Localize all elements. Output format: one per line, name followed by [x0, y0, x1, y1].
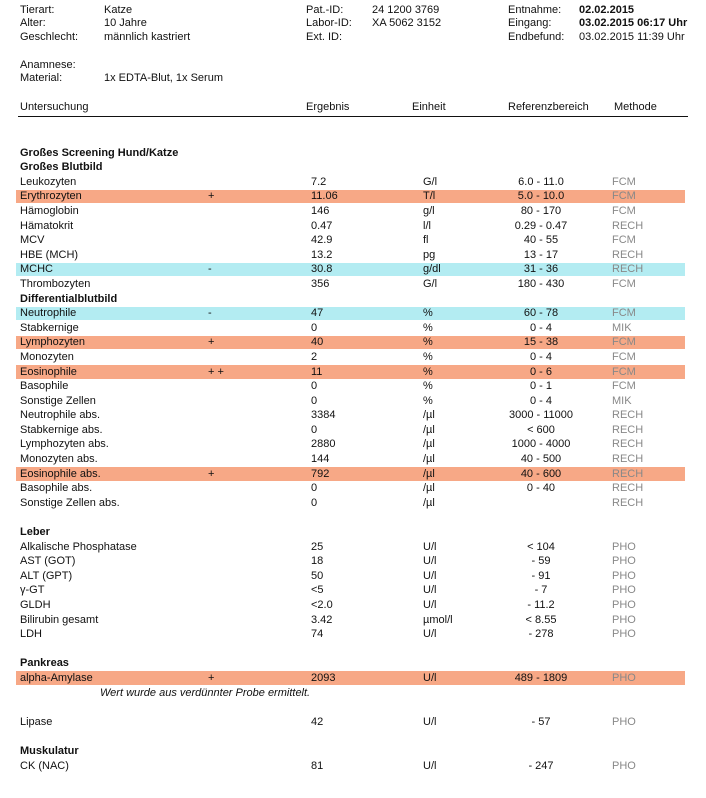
result-unit: /µl — [423, 496, 435, 509]
result-value: 0.47 — [311, 219, 333, 232]
reference-range: 0 - 4 — [529, 394, 552, 407]
result-row — [0, 189, 706, 204]
method-code: PHO — [612, 759, 636, 772]
section-heading — [0, 292, 706, 307]
method-code: FCM — [612, 190, 636, 203]
result-value: 144 — [311, 453, 330, 466]
method-code: FCM — [612, 277, 636, 290]
section-heading — [0, 160, 706, 175]
method-code: RECH — [612, 496, 644, 509]
result-unit: g/dl — [423, 263, 441, 276]
test-name: Erythrozyten — [20, 190, 82, 203]
endbefund-label: Endbefund: — [508, 31, 565, 43]
method-code: PHO — [612, 540, 636, 553]
result-row — [0, 759, 706, 774]
result-row — [0, 262, 706, 277]
test-name: Monozyten abs. — [20, 453, 98, 466]
result-value: 792 — [311, 467, 330, 480]
reference-range: 31 - 36 — [523, 263, 559, 276]
result-unit: fl — [423, 234, 429, 247]
result-unit: pg — [423, 248, 436, 261]
result-unit: µmol/l — [423, 613, 453, 626]
test-name: ALT (GPT) — [20, 569, 73, 582]
reference-range: 40 - 55 — [523, 234, 559, 247]
result-unit: % — [423, 394, 433, 407]
test-name: LDH — [20, 628, 43, 641]
section-heading — [0, 744, 706, 759]
test-name: Lipase — [20, 715, 53, 728]
result-value: 0 — [311, 394, 318, 407]
result-value: 7.2 — [311, 175, 327, 188]
method-code: RECH — [612, 263, 644, 276]
result-unit: /µl — [423, 438, 435, 451]
result-value: 0 — [311, 321, 318, 334]
method-code: PHO — [612, 671, 636, 684]
entnahme-value: 02.02.2015 — [579, 4, 635, 16]
result-value: 25 — [311, 540, 324, 553]
reference-range: 0 - 40 — [526, 482, 556, 495]
result-row — [0, 423, 706, 438]
result-row — [0, 583, 706, 598]
result-value: 146 — [311, 204, 330, 217]
section-title: Großes Blutbild — [20, 161, 103, 174]
result-unit: U/l — [423, 599, 437, 611]
method-code: PHO — [612, 613, 636, 626]
result-unit: U/l — [423, 555, 437, 568]
result-row — [0, 715, 706, 730]
method-code: MIK — [612, 321, 632, 334]
reference-range: - 7 — [534, 584, 548, 597]
entnahme-label: Entnahme: — [508, 4, 562, 16]
method-code: RECH — [612, 467, 644, 480]
col-referenzbereich: Referenzbereich — [508, 101, 589, 113]
reference-range: 489 - 1809 — [514, 671, 568, 684]
spacer-row — [0, 510, 706, 525]
reference-range: 0.29 - 0.47 — [514, 219, 568, 232]
result-row — [0, 306, 706, 321]
result-row — [0, 321, 706, 336]
section-heading — [0, 656, 706, 671]
result-unit: T/l — [423, 190, 436, 203]
result-note — [0, 686, 706, 701]
result-row — [0, 452, 706, 467]
method-code: FCM — [612, 175, 636, 188]
result-row — [0, 277, 706, 292]
test-name: Eosinophile — [20, 365, 77, 378]
result-row — [0, 379, 706, 394]
result-value: 2880 — [311, 438, 336, 451]
col-methode: Methode — [614, 101, 657, 113]
test-name: Thrombozyten — [20, 277, 91, 290]
result-unit: /µl — [423, 453, 435, 466]
result-row — [0, 408, 706, 423]
method-code: FCM — [612, 380, 636, 393]
method-code: FCM — [612, 204, 636, 217]
method-code: FCM — [612, 350, 636, 363]
result-value: 42.9 — [311, 234, 333, 247]
ext-id-label: Ext. ID: — [306, 31, 343, 43]
test-name: Monozyten — [20, 350, 74, 363]
result-value: 3.42 — [311, 613, 333, 626]
result-row — [0, 467, 706, 482]
spacer-row — [0, 700, 706, 715]
result-value: 74 — [311, 628, 324, 641]
reference-range: 0 - 4 — [529, 321, 552, 334]
section-heading — [0, 525, 706, 540]
result-row — [0, 335, 706, 350]
result-unit: U/l — [423, 715, 437, 728]
result-unit: % — [423, 321, 433, 334]
deviation-flag: + — [208, 671, 215, 684]
note-text: Wert wurde aus verdünnter Probe ermittelt. — [100, 686, 311, 699]
method-code: FCM — [612, 307, 636, 320]
reference-range: - 57 — [531, 715, 551, 728]
test-name: Hämoglobin — [20, 204, 79, 217]
result-unit: % — [423, 336, 433, 349]
result-unit: % — [423, 350, 433, 363]
test-name: MCHC — [20, 263, 53, 276]
result-unit: U/l — [423, 671, 437, 684]
reference-range: 1000 - 4000 — [511, 438, 571, 451]
spacer-row — [0, 642, 706, 657]
method-code: PHO — [612, 555, 636, 568]
method-code: FCM — [612, 336, 636, 349]
result-row — [0, 437, 706, 452]
test-name: Alkalische Phosphatase — [20, 540, 137, 553]
pat-id-label: Pat.-ID: — [306, 4, 344, 16]
method-code: RECH — [612, 409, 644, 422]
method-code: RECH — [612, 438, 644, 451]
deviation-flag: + — [208, 190, 215, 203]
test-name: GLDH — [20, 599, 51, 611]
reference-range: 40 - 500 — [520, 453, 562, 466]
tierart-value: Katze — [104, 4, 133, 16]
reference-range: 180 - 430 — [517, 277, 565, 290]
result-row — [0, 613, 706, 628]
section-title: Pankreas — [20, 657, 69, 670]
labor-id-label: Labor-ID: — [306, 17, 352, 29]
anamnese-label: Anamnese: — [20, 59, 76, 71]
result-value: 13.2 — [311, 248, 333, 261]
method-code: PHO — [612, 715, 636, 728]
test-name: alpha-Amylase — [20, 671, 93, 684]
result-row — [0, 394, 706, 409]
result-value: 40 — [311, 336, 324, 349]
test-name: Sonstige Zellen — [20, 394, 96, 407]
result-unit: g/l — [423, 204, 435, 217]
result-unit: % — [423, 380, 433, 393]
reference-range: 6.0 - 11.0 — [518, 175, 564, 188]
result-unit: /µl — [423, 423, 435, 436]
method-code: PHO — [612, 599, 636, 611]
result-unit: /µl — [423, 467, 435, 480]
deviation-flag: - — [208, 263, 212, 276]
section-title: Leber — [20, 526, 50, 539]
reference-range: < 600 — [527, 423, 555, 436]
section-title: Muskulatur — [20, 744, 79, 757]
reference-range: < 8.55 — [525, 613, 557, 626]
section-title: Großes Screening Hund/Katze — [20, 146, 179, 159]
material-label: Material: — [20, 72, 63, 84]
endbefund-value: 03.02.2015 11:39 Uhr — [579, 31, 685, 43]
result-unit: U/l — [423, 759, 437, 772]
reference-range: - 278 — [528, 628, 554, 641]
test-name: Bilirubin gesamt — [20, 613, 99, 626]
section-title: Differentialblutbild — [20, 292, 118, 305]
test-name: Sonstige Zellen abs. — [20, 496, 120, 509]
result-value: 11.06 — [311, 190, 338, 203]
result-unit: U/l — [423, 584, 437, 597]
method-code: RECH — [612, 453, 644, 466]
method-code: PHO — [612, 628, 636, 641]
result-value: 0 — [311, 423, 318, 436]
result-unit: /µl — [423, 482, 435, 495]
reference-range: - 91 — [531, 569, 551, 582]
test-name: Stabkernige — [20, 321, 79, 334]
alter-value: 10 Jahre — [104, 17, 147, 29]
test-name: HBE (MCH) — [20, 248, 79, 261]
reference-range: 0 - 4 — [529, 350, 552, 363]
reference-range: 3000 - 11000 — [508, 409, 574, 422]
method-code: RECH — [612, 423, 644, 436]
deviation-flag: + + — [208, 365, 224, 378]
test-name: Basophile abs. — [20, 482, 93, 495]
result-row — [0, 365, 706, 380]
reference-range: 40 - 600 — [520, 467, 562, 480]
reference-range: 80 - 170 — [520, 204, 562, 217]
method-code: FCM — [612, 365, 636, 378]
eingang-label: Eingang: — [508, 17, 552, 29]
result-value: 0 — [311, 380, 318, 393]
result-value: <2.0 — [311, 599, 333, 611]
results-table — [0, 131, 706, 773]
result-row — [0, 554, 706, 569]
result-value: 42 — [311, 715, 324, 728]
test-name: Lymphozyten — [20, 336, 86, 349]
reference-range: 13 - 17 — [523, 248, 559, 261]
result-row — [0, 233, 706, 248]
result-row — [0, 175, 706, 190]
result-value: 47 — [311, 307, 324, 320]
column-header-row — [0, 100, 706, 116]
test-name: AST (GOT) — [20, 555, 76, 568]
test-name: Leukozyten — [20, 175, 77, 188]
method-code: PHO — [612, 584, 636, 597]
test-name: Stabkernige abs. — [20, 423, 103, 436]
result-unit: G/l — [423, 277, 438, 290]
test-name: Hämatokrit — [20, 219, 74, 232]
test-name: Lymphozyten abs. — [20, 438, 109, 451]
result-row — [0, 671, 706, 686]
result-row — [0, 540, 706, 555]
result-value: 30.8 — [311, 263, 333, 276]
result-value: 3384 — [311, 409, 336, 422]
method-code: RECH — [612, 219, 644, 232]
method-code: RECH — [612, 482, 644, 495]
test-name: γ-GT — [20, 584, 45, 597]
result-unit: G/l — [423, 175, 438, 188]
eingang-value: 03.02.2015 06:17 Uhr — [579, 17, 688, 29]
reference-range: 0 - 1 — [529, 380, 552, 393]
test-name: MCV — [20, 234, 45, 247]
col-ergebnis: Ergebnis — [306, 101, 350, 113]
deviation-flag: - — [208, 307, 212, 320]
result-value: 50 — [311, 569, 324, 582]
spacer-row — [0, 729, 706, 744]
col-untersuchung: Untersuchung — [20, 101, 89, 113]
result-unit: U/l — [423, 628, 437, 641]
result-unit: /µl — [423, 409, 435, 422]
col-einheit: Einheit — [412, 101, 446, 113]
alter-label: Alter: — [20, 17, 46, 29]
pat-id-value: 24 1200 3769 — [372, 4, 440, 16]
result-value: 0 — [311, 496, 318, 509]
labor-id-value: XA 5062 3152 — [372, 17, 442, 29]
tierart-label: Tierart: — [20, 4, 55, 16]
result-value: 18 — [311, 555, 324, 568]
reference-range: 60 - 78 — [523, 307, 559, 320]
method-code: RECH — [612, 248, 644, 261]
geschlecht-value: männlich kastriert — [104, 31, 191, 43]
spacer-row — [0, 131, 706, 146]
reference-range: - 11.2 — [527, 599, 555, 611]
test-name: Eosinophile abs. — [20, 467, 101, 480]
result-unit: U/l — [423, 540, 437, 553]
test-name: Basophile — [20, 380, 69, 393]
result-row — [0, 569, 706, 584]
method-code: FCM — [612, 234, 636, 247]
result-value: 11 — [311, 365, 323, 378]
result-value: 356 — [311, 277, 330, 290]
reference-range: < 104 — [527, 540, 555, 553]
test-name: Neutrophile abs. — [20, 409, 101, 422]
method-code: PHO — [612, 569, 636, 582]
result-row — [0, 496, 706, 511]
section-heading — [0, 146, 706, 161]
test-name: CK (NAC) — [20, 759, 69, 772]
result-row — [0, 204, 706, 219]
reference-range: - 59 — [531, 555, 551, 568]
result-unit: % — [423, 365, 433, 378]
deviation-flag: + — [208, 336, 215, 349]
reference-range: 0 - 6 — [529, 365, 552, 378]
header-divider — [18, 116, 688, 117]
result-row — [0, 350, 706, 365]
reference-range: - 247 — [528, 759, 554, 772]
result-unit: % — [423, 307, 433, 320]
result-value: 0 — [311, 482, 318, 495]
result-value: 81 — [311, 759, 324, 772]
result-row — [0, 481, 706, 496]
result-row — [0, 248, 706, 263]
result-row — [0, 627, 706, 642]
result-value: 2 — [311, 350, 318, 363]
result-row — [0, 598, 706, 613]
test-name: Neutrophile — [20, 307, 77, 320]
result-row — [0, 219, 706, 234]
deviation-flag: + — [208, 467, 215, 480]
result-value: <5 — [311, 584, 324, 597]
geschlecht-label: Geschlecht: — [20, 31, 79, 43]
result-value: 2093 — [311, 671, 336, 684]
reference-range: 5.0 - 10.0 — [517, 190, 565, 203]
material-value: 1x EDTA-Blut, 1x Serum — [104, 72, 223, 84]
result-unit: U/l — [423, 569, 437, 582]
result-unit: l/l — [423, 219, 431, 232]
method-code: MIK — [612, 394, 632, 407]
reference-range: 15 - 38 — [523, 336, 559, 349]
